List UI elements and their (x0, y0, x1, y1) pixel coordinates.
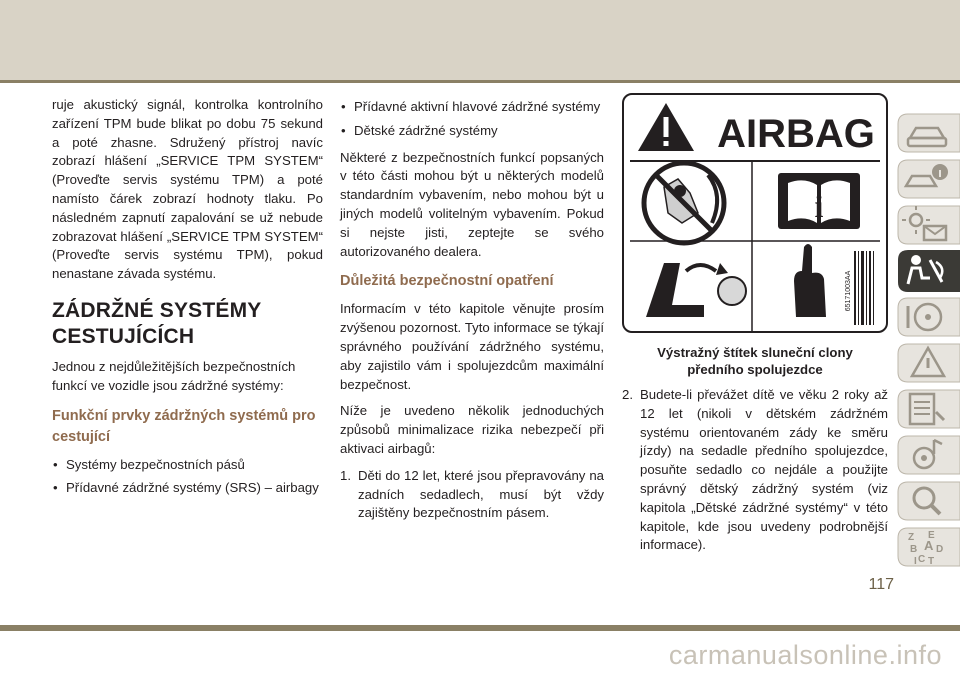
list-item (622, 386, 888, 555)
subheading-precautions: Důležitá bezpečnostní opatření (340, 273, 554, 290)
no-rear-facing-seat-icon (644, 163, 724, 243)
page-number: 117 (868, 576, 894, 593)
airbag-warning-label (622, 93, 888, 333)
section-heading-line1: ZÁDRŽNÉ SYSTÉMY (52, 298, 262, 322)
column-left (52, 96, 323, 506)
figure-caption (622, 344, 888, 378)
index-letter: E (928, 530, 935, 541)
list-item: • Přídavné aktivní hlavové zádržné systémy (340, 98, 604, 117)
pointing-finger-icon (794, 244, 826, 317)
index-letter: Z (908, 532, 915, 543)
intro-paragraph: Jednou z nejdůležitějších bezpečnostních funkcí ve vozidle jsou zádržné systémy: (52, 358, 296, 393)
watermark (0, 640, 960, 671)
airbag-label-graphic (624, 95, 886, 331)
features-list (52, 456, 323, 499)
index-letters-icon[interactable] (894, 524, 960, 570)
safety-icon[interactable] (894, 248, 960, 294)
watermark-text: carmanualsonline.info (668, 640, 942, 670)
car-info-icon[interactable] (894, 156, 960, 202)
maintenance-list-icon[interactable] (894, 386, 960, 432)
section-heading-line2: CESTUJÍCÍCH (52, 324, 195, 348)
list-item (340, 467, 604, 523)
precautions-list-continued (622, 386, 888, 555)
footer-rule (0, 625, 960, 631)
header-band (0, 0, 960, 80)
read-manual-icon (778, 173, 860, 229)
index-letter: B (910, 544, 918, 555)
section-heading (52, 298, 323, 350)
item-text: Budete-li převážet dítě ve věku 2 roky až 12 let (nikoli v dětském zádržném systému orientovaném zády ke směru jízdy) na sedadle předního spolujezdce, posuňte sedadlo co nejdále a použijte správný dětský zádržný systém (viz kapitola „Dětské zádržné systémy“ v této kapitole, kde jsou uvedeny podrobnější informace). (640, 387, 888, 553)
index-letter: T (928, 556, 935, 567)
list-item: • Systémy bezpečnostních pásů (52, 456, 323, 475)
index-letter: I (914, 556, 917, 567)
search-index-icon[interactable] (894, 478, 960, 524)
barcode (845, 251, 874, 325)
caption-line1: Výstražný štítek sluneční clony (657, 345, 853, 360)
list-item: • Dětské zádržné systémy (340, 122, 604, 141)
header-rule (0, 80, 960, 83)
index-letter: D (936, 544, 944, 555)
features-list-continued (340, 98, 604, 141)
precautions-list (340, 467, 604, 523)
svg-text:i: i (814, 188, 824, 224)
airbag-title: AIRBAG (717, 112, 875, 156)
column-middle (340, 98, 604, 523)
item-text: Děti do 12 let, které jsou přepravovány na zadních sedadlech, musí být vždy zajištěny bezpečnostním pásem. (358, 467, 604, 521)
tpm-paragraph: ruje akustický signál, kontrolka kontrolního zařízení TPM bude blikat po dobu 75 sekund a poté zhasne. Sdružený přístroj navíc zobrazí hlášení „SERVICE TPM SYSTEM“ (Proveďte servis systému TPM) a poté namísto čárek zobrazí hodnoty tlaku. Po následném zapnutí zapalování se už nebude zobrazovat hlášení „SERVICE TPM SYSTEM“ (Proveďte servis systému TPM), pokud nenastane závada systému. (52, 97, 323, 282)
subheading-features: Funkční prvky zádržných systémů pro cestující (52, 407, 316, 445)
risk-paragraph: Níže je uvedeno několik jednoduchých způsobů minimalizace rizika nebezpečí při aktivaci airbagů: (340, 403, 604, 456)
column-right (622, 386, 888, 555)
seat-distance-icon (646, 263, 746, 317)
index-letter: A (924, 538, 934, 553)
item-number: 1. (340, 467, 351, 483)
warning-triangle-icon (638, 103, 694, 151)
multimedia-icon[interactable] (894, 432, 960, 478)
barcode-number: 65171003AA (845, 270, 852, 312)
caption-line2: předního spolujezdce (687, 362, 823, 377)
list-item: • Přídavné zádržné systémy (SRS) – airbagy (52, 479, 323, 498)
index-letter: C (918, 554, 926, 565)
warning-lights-icon[interactable] (894, 202, 960, 248)
item-number: 2. (622, 387, 633, 402)
attention-paragraph: Informacím v této kapitole věnujte prosím zvýšenou pozornost. Tyto informace se týkají správného používání zádržného systému, aby zajistilo vám i spolujezdcům maximální bezpečnost. (340, 301, 604, 392)
car-exterior-icon[interactable] (894, 110, 960, 156)
steering-wheel-icon[interactable] (894, 294, 960, 340)
availability-paragraph: Některé z bezpečnostních funkcí popsaných v této části mohou být u některých modelů standardním vybavením, nebo mohou být u jiných modelů volitelným vybavením. Pokud si nejste jisti, zeptejte se svého autorizovaného dealera. (340, 149, 604, 259)
roadside-hazard-icon[interactable] (894, 340, 960, 386)
